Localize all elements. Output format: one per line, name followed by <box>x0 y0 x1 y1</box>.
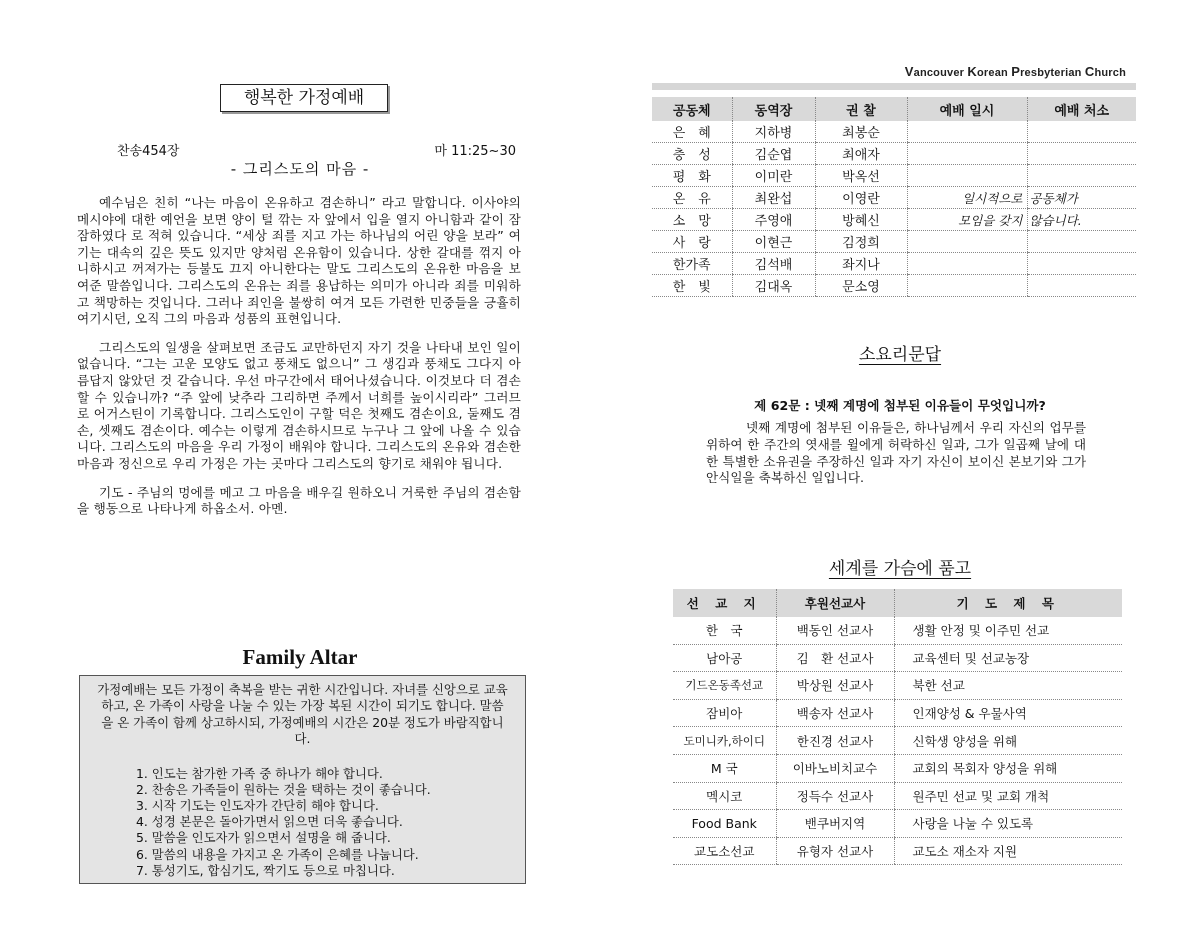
column-header: 선 교 지 <box>673 589 776 617</box>
worship-time <box>907 143 1027 165</box>
prayer-topic: 북한 선교 <box>894 672 1122 700</box>
missionary: 한진경 선교사 <box>776 727 894 755</box>
missionary: 김 환 선교사 <box>776 644 894 672</box>
notice-text: 일시적으로 <box>907 187 1027 209</box>
worship-time <box>907 253 1027 275</box>
column-header: 공동체 <box>652 97 732 121</box>
sermon-subtitle: - 그리스도의 마음 - <box>230 160 370 178</box>
church-name: Vancouver Korean Presbyterian Church <box>904 64 1126 79</box>
family-altar-box <box>79 675 526 884</box>
list-item: 5. 말씀을 인도자가 읽으면서 설명을 해 줍니다. <box>136 830 391 846</box>
deacon-name: 이영란 <box>815 187 907 209</box>
deacon-name: 김정희 <box>815 231 907 253</box>
group-name: 한가족 <box>652 253 732 275</box>
missionary: 이바노비치교수 <box>776 754 894 782</box>
table-header-row <box>673 589 1122 617</box>
leader-name: 주영애 <box>732 209 815 231</box>
notice-text: 공동체가 <box>1027 187 1136 209</box>
worship-time <box>907 121 1027 143</box>
group-name: 소 망 <box>652 209 732 231</box>
table-row <box>673 782 1122 810</box>
mission-field: 멕시코 <box>673 782 776 810</box>
table-header-row <box>652 97 1136 121</box>
table-row <box>673 754 1122 782</box>
list-item: 7. 통성기도, 합심기도, 짝기도 등으로 마칩니다. <box>136 862 395 878</box>
group-name: 평 화 <box>652 165 732 187</box>
family-altar-title: Family Altar <box>242 645 358 669</box>
right-page <box>600 0 1200 927</box>
worship-place <box>1027 165 1136 187</box>
prayer-topic: 교도소 재소자 지원 <box>894 837 1122 865</box>
table-row <box>652 143 1136 165</box>
mission-field: 교도소선교 <box>673 837 776 865</box>
deacon-name: 좌지나 <box>815 253 907 275</box>
mission-field: Food Bank <box>673 810 776 838</box>
mission-field: 잠비아 <box>673 699 776 727</box>
mission-field: 한 국 <box>673 617 776 644</box>
mission-field: 도미니카,하이디 <box>673 727 776 755</box>
missionary: 정득수 선교사 <box>776 782 894 810</box>
group-name: 온 유 <box>652 187 732 209</box>
table-row <box>652 275 1136 297</box>
family-altar-list <box>96 766 509 879</box>
worship-place <box>1027 275 1136 297</box>
column-header: 후원선교사 <box>776 589 894 617</box>
group-name: 한 빛 <box>652 275 732 297</box>
mission-field: 기드온동족선교 <box>673 672 776 700</box>
paragraph: 그리스도의 일생을 살펴보면 조금도 교만하던지 자기 것을 나타내 보인 일이 없습니다. “그는 고운 모양도 없고 풍채도 없으니” 그 생김과 풍채도 그다지 아름답지 않았던 것 같습니다. 우선 마구간에서 태어나셨습니다. 이것보다 더 겸손할 수 있습니까? “주 앞에 낮추라 그리하면 주께서 너희를 높이시리라” 그러므로 어거스틴이 기록합니다. 그리스도인이 구할 덕은 첫째도 겸손이요, 둘째도 겸손, 셋째도 겸손이다. 예수는 이렇게 겸손하시므로 누구나 그 앞에 나올 수 있습니다. 그리스도의 마음을 우리 가정이 배워야 합니다. 그리스도의 온유와 겸손한 마음과 정신으로 우리 가정은 가는 곳마다 그리스도의 향기로 채워야 됩니다. <box>77 339 521 471</box>
header-rule <box>652 83 1136 90</box>
missionary: 박상원 선교사 <box>776 672 894 700</box>
catechism-question: 제 62문 : 넷째 계명에 첨부된 이유들이 무엇입니까? <box>754 398 1046 413</box>
leader-name: 최완섭 <box>732 187 815 209</box>
leader-name: 이미란 <box>732 165 815 187</box>
notice-text: 모임을 갖지 <box>907 209 1027 231</box>
missionary: 유형자 선교사 <box>776 837 894 865</box>
leader-name: 김석배 <box>732 253 815 275</box>
groups-table <box>652 97 1136 297</box>
column-header: 예배 일시 <box>907 97 1027 121</box>
worship-place <box>1027 253 1136 275</box>
table-row <box>652 187 1136 209</box>
page-title: 행복한 가정예배 <box>220 84 388 112</box>
mission-title: 세계를 가슴에 품고 <box>828 559 972 579</box>
devotional-body <box>77 195 521 530</box>
leader-name: 김순엽 <box>732 143 815 165</box>
deacon-name: 방혜신 <box>815 209 907 231</box>
worship-place <box>1027 231 1136 253</box>
prayer-topic: 원주민 선교 및 교회 개척 <box>894 782 1122 810</box>
table-row <box>673 644 1122 672</box>
list-item: 1. 인도는 참가한 가족 중 하나가 해야 합니다. <box>136 765 383 781</box>
table-row <box>673 810 1122 838</box>
scripture-reference: 마 11:25~30 <box>434 144 516 159</box>
prayer-topic: 생활 안정 및 이주민 선교 <box>894 617 1122 644</box>
table-row <box>652 253 1136 275</box>
prayer-topic: 신학생 양성을 위해 <box>894 727 1122 755</box>
list-item: 6. 말씀의 내용을 가지고 온 가족이 은혜를 나눕니다. <box>136 846 419 862</box>
paragraph: 예수님은 친히 “나는 마음이 온유하고 겸손하니” 라고 말합니다. 이사야의 메시야에 대한 예언을 보면 양이 털 깎는 자 앞에서 입을 열지 아니함과 같이 잠잠하였다 로 적혀 있습니다. “세상 죄를 지고 가는 하나님의 어린 양을 보라” 여기는 대속의 깊은 뜻도 있지만 양처럼 온유함이 있습니다. 상한 갈대를 꺾지 아니하시고 꺼져가는 등불도 끄지 아니한다는 말도 그리스도의 온유한 마음을 보여준 말씀입니다. 그리스도의 온유는 죄를 용납하는 의미가 아니라 죄를 미워하고 책망하는 것입니다. 그러나 죄인을 불쌍히 여겨 모든 가련한 민중들을 긍휼히 여기시던, 오직 그의 마음과 성품의 표현입니다. <box>77 195 521 327</box>
deacon-name: 최봉순 <box>815 121 907 143</box>
worship-time <box>907 275 1027 297</box>
worship-time <box>907 165 1027 187</box>
table-row <box>673 837 1122 865</box>
column-header: 예배 처소 <box>1027 97 1136 121</box>
hymn-number: 찬송454장 <box>117 144 180 159</box>
column-header: 기 도 제 목 <box>894 589 1122 617</box>
family-altar-intro: 가정예배는 모든 가정이 축복을 받는 귀한 시간입니다. 자녀를 신앙으로 교육 하고, 온 가족이 사랑을 나눌 수 있는 가장 복된 시간이 되기도 합니다. 말씀을 온 가족이 함께 상고하시되, 가정예배의 시간은 20분 정도가 바람직합니다. <box>97 682 508 747</box>
table-row <box>652 165 1136 187</box>
prayer-topic: 인재양성 & 우물사역 <box>894 699 1122 727</box>
notice-text: 않습니다. <box>1027 209 1136 231</box>
worship-place <box>1027 143 1136 165</box>
group-name: 사 랑 <box>652 231 732 253</box>
table-row <box>673 617 1122 644</box>
prayer-topic: 교육센터 및 선교농장 <box>894 644 1122 672</box>
missionary: 백동인 선교사 <box>776 617 894 644</box>
missionary: 백송자 선교사 <box>776 699 894 727</box>
catechism-answer: 넷째 계명에 첨부된 이유들은, 하나님께서 우리 자신의 업무를 위하여 한 주간의 엿새를 윌에게 허락하신 일과, 그가 일곱째 날에 대한 특별한 소유권을 주장하신 일과 자기 자신이 보이신 본보기와 그가 안식일을 축복하신 일입니다. <box>706 420 1086 486</box>
mission-field: M 국 <box>673 754 776 782</box>
prayer-topic: 사랑을 나눌 수 있도록 <box>894 810 1122 838</box>
leader-name: 김대옥 <box>732 275 815 297</box>
deacon-name: 문소영 <box>815 275 907 297</box>
column-header: 동역장 <box>732 97 815 121</box>
catechism-title: 소요리문답 <box>858 345 942 365</box>
leader-name: 지하병 <box>732 121 815 143</box>
table-row <box>652 209 1136 231</box>
group-name: 은 혜 <box>652 121 732 143</box>
list-item: 4. 성경 본문은 돌아가면서 읽으면 더욱 좋습니다. <box>136 814 403 830</box>
mission-table <box>673 589 1122 865</box>
missionary: 밴쿠버지역 <box>776 810 894 838</box>
list-item: 2. 찬송은 가족들이 원하는 것을 택하는 것이 좋습니다. <box>136 781 431 797</box>
leader-name: 이현근 <box>732 231 815 253</box>
column-header: 권 찰 <box>815 97 907 121</box>
deacon-name: 최애자 <box>815 143 907 165</box>
mission-field: 남아공 <box>673 644 776 672</box>
group-name: 충 성 <box>652 143 732 165</box>
table-row <box>652 231 1136 253</box>
worship-place <box>1027 121 1136 143</box>
table-row <box>673 727 1122 755</box>
table-row <box>652 121 1136 143</box>
table-row <box>673 699 1122 727</box>
prayer-paragraph: 기도 - 주님의 멍에를 메고 그 마음을 배우길 원하오니 거룩한 주님의 겸손함을 행동으로 나타나게 하옵소서. 아멘. <box>77 484 521 517</box>
deacon-name: 박옥선 <box>815 165 907 187</box>
list-item: 3. 시작 기도는 인도자가 간단히 해야 합니다. <box>136 798 379 814</box>
prayer-topic: 교회의 목회자 양성을 위해 <box>894 754 1122 782</box>
worship-time <box>907 231 1027 253</box>
table-row <box>673 672 1122 700</box>
